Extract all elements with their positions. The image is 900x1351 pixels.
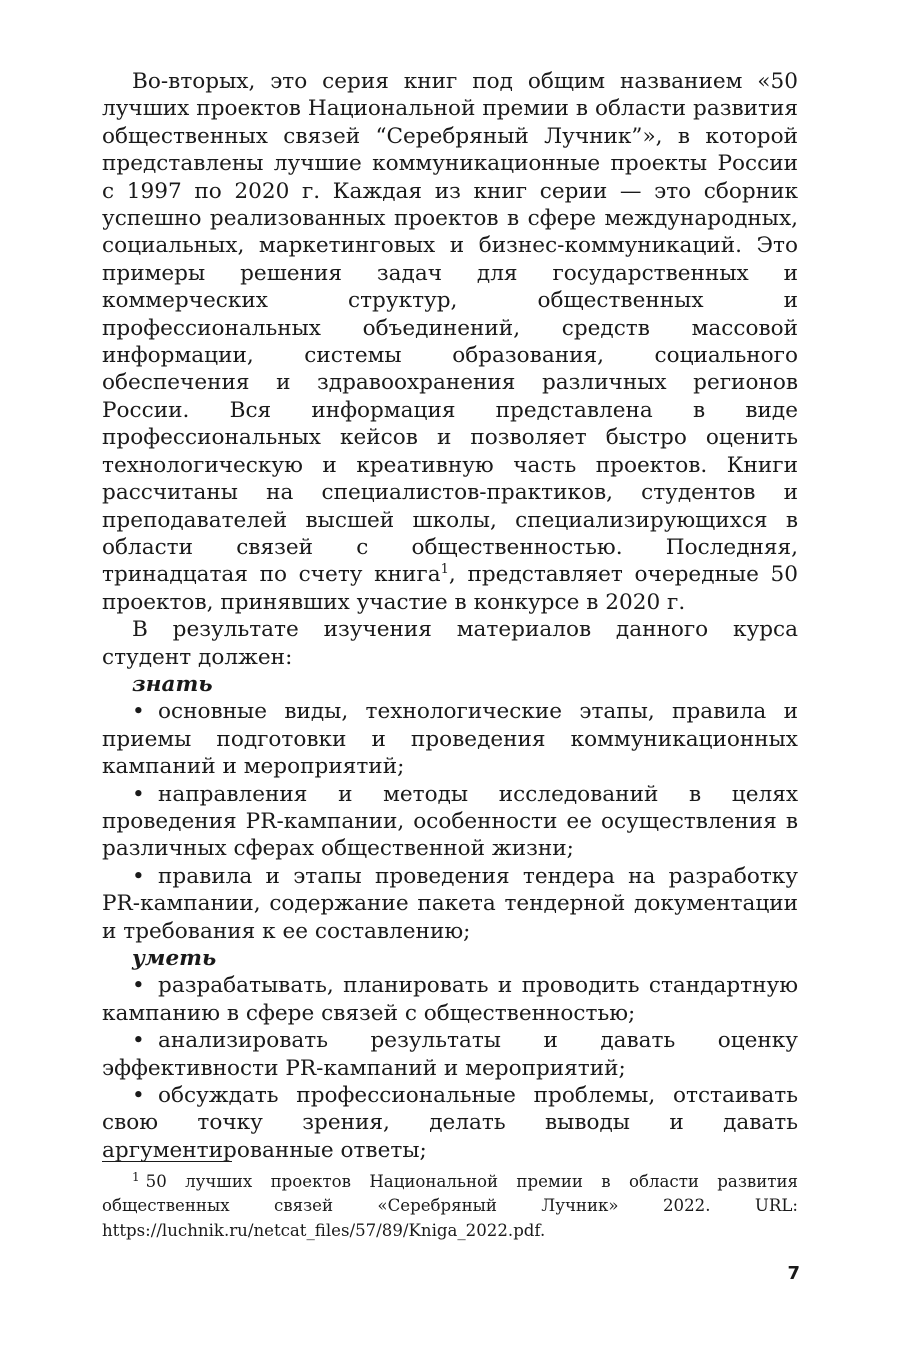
bullet-icon: • [132, 781, 145, 807]
footnote-text: 50 лучших проектов Национальной премии в области развития общественных связей «Серебряный Лучник» 2022. URL: https://luchnik.ru/netcat_files/57/89/Kniga_2022.pdf. [102, 1172, 798, 1240]
list-heading-know: знать [132, 671, 213, 697]
list-item [102, 863, 798, 945]
footnote-divider [102, 1161, 232, 1162]
list-item-text: разрабатывать, планировать и проводить стандартную кампанию в сфере связей с общественностью; [102, 973, 798, 1026]
footnote-reference[interactable]: 1 [440, 562, 449, 578]
bullet-icon: • [132, 973, 145, 999]
bullet-icon: • [132, 1028, 145, 1054]
list-item-text: основные виды, технологические этапы, правила и приемы подготовки и проведения коммуникационных кампаний и мероприятий; [102, 699, 798, 780]
list-item [102, 1082, 798, 1164]
footnote [102, 1170, 798, 1243]
paragraph-series-description [102, 68, 798, 616]
paragraph-course-result: В результате изучения материалов данного курса студент должен: [102, 617, 798, 670]
list-item [102, 781, 798, 863]
bullet-icon: • [132, 699, 145, 725]
footnote-mark: 1 [132, 1170, 140, 1184]
bullet-icon: • [132, 863, 145, 889]
page-number: 7 [787, 1263, 800, 1284]
page-body [102, 68, 798, 1164]
list-heading-able: уметь [132, 946, 217, 971]
list-item-text: правила и этапы проведения тендера на разработку PR-кампании, содержание пакета тендерной документации и требования к ее составлению; [102, 863, 798, 944]
list-item [102, 698, 798, 780]
list-item [102, 972, 798, 1027]
list-item-text: обсуждать профессиональные проблемы, отстаивать свою точку зрения, делать выводы и давать аргументированные ответы; [102, 1083, 798, 1163]
paragraph-text-continued: , представляет очередные 50 проектов, принявших участие в конкурсе в 2020 г. [102, 562, 799, 615]
bullet-icon: • [132, 1083, 145, 1109]
list-item [102, 1027, 798, 1082]
paragraph-text: Во-вторых, это серия книг под общим названием «50 лучших проектов Национальной премии в области развития общественных связей “Серебряный Лучник”», в которой представлены лучшие коммуникационные проекты России с 1997 по 2020 г. Каждая из книг серии — это сборник успешно реализованных проектов в сфере международных, социальных, маркетинговых и бизнес-коммуникаций. Это примеры решения задач для государственных и коммерческих структур, общественных и профессиональных объединений, средств массовой информации, системы образования, социального обеспечения и здравоохранения различных регионов России. Вся информация представлена в виде профессиональных кейсов и позволяет быстро оценить технологическую и креативную часть проектов. Книги рассчитаны на специалистов-практиков, студентов и преподавателей высшей школы, специализирующихся в области связей с общественностью. Последняя, тринадцатая по счету книга [102, 69, 798, 588]
list-item-text: направления и методы исследований в целях проведения PR-кампании, особенности ее осуществления в различных сферах общественной жизни; [102, 781, 798, 862]
list-item-text: анализировать результаты и давать оценку эффективности PR-кампаний и мероприятий; [102, 1028, 798, 1081]
